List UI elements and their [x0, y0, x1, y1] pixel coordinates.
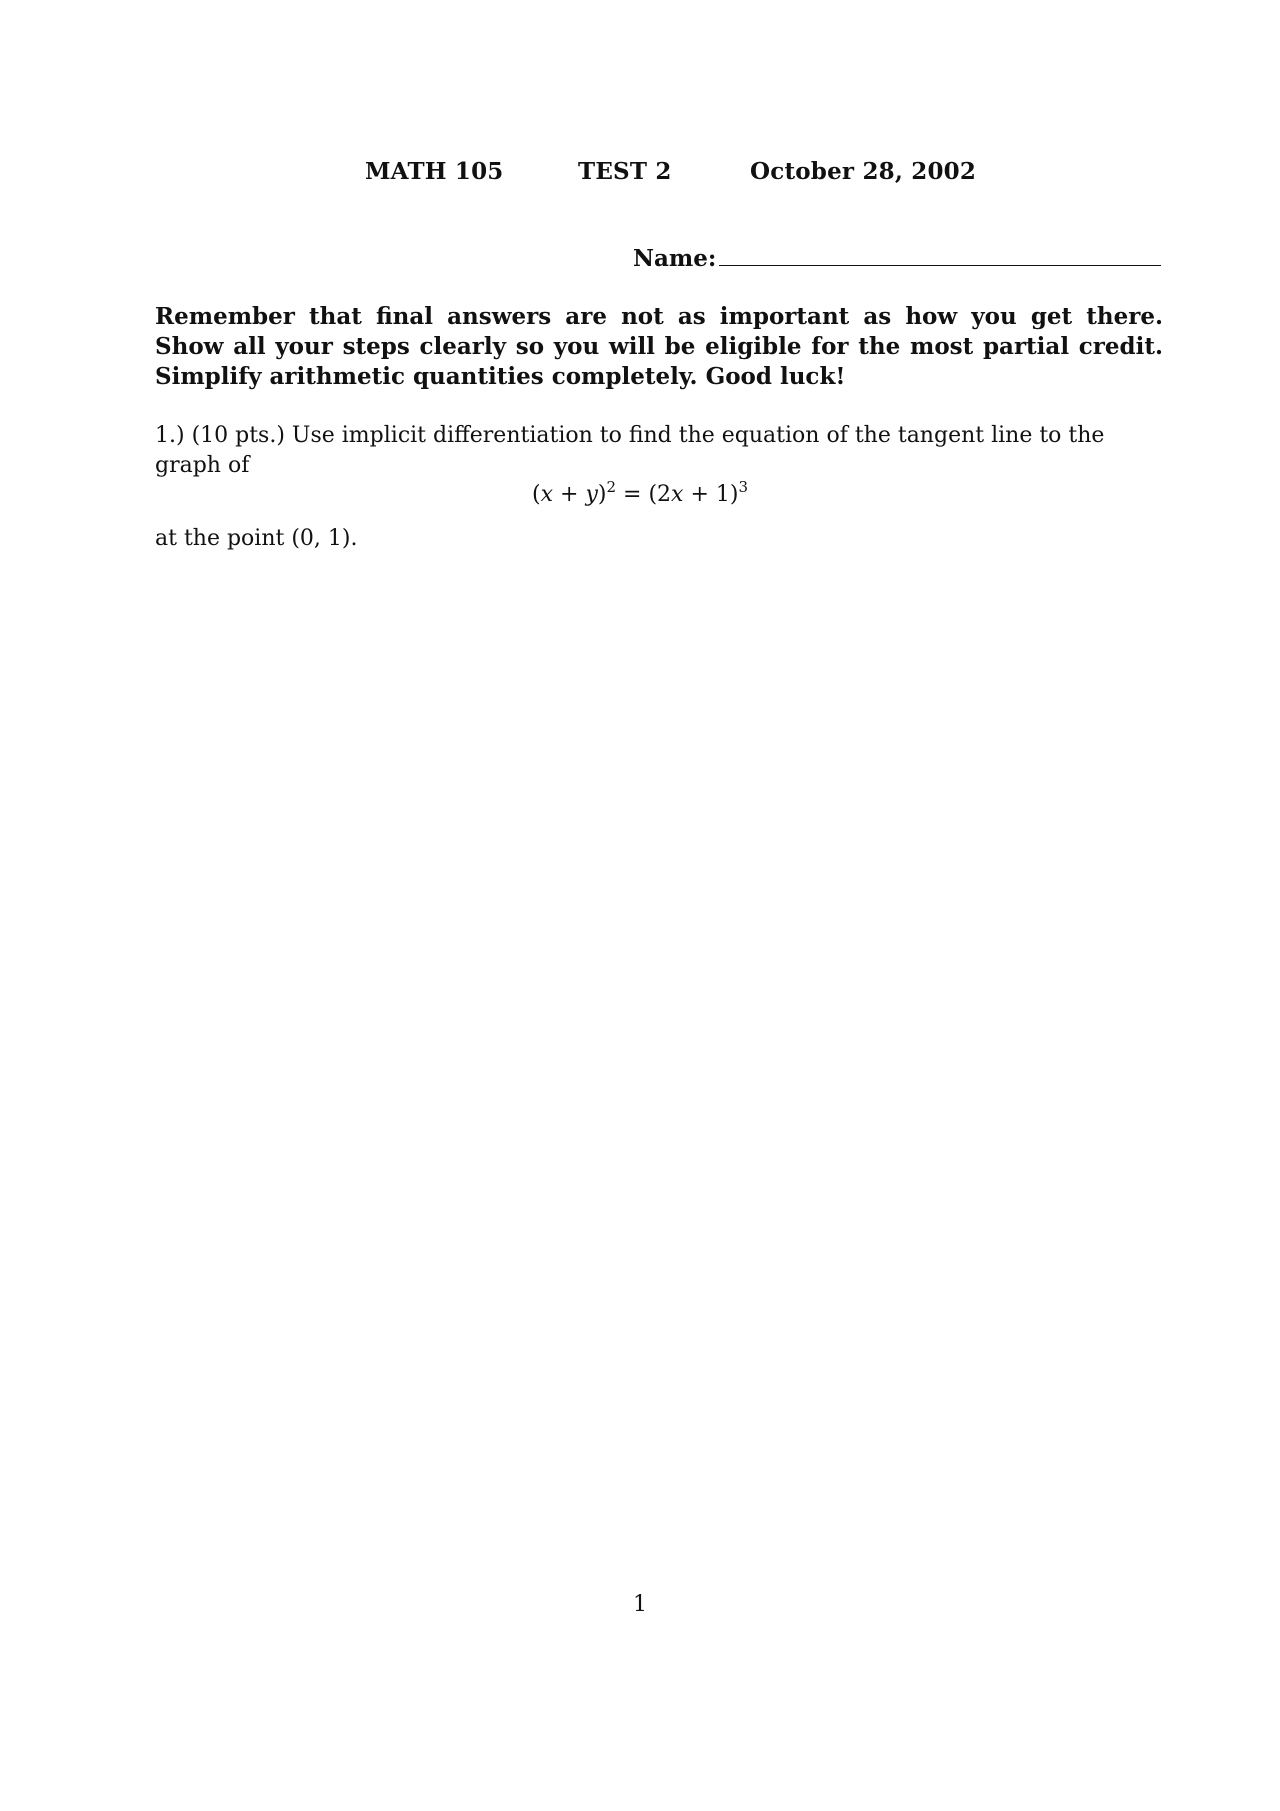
eq-rhs-plus: + 1) [683, 482, 739, 507]
eq-lhs-close: ) [597, 482, 607, 507]
course-title: MATH 105 [365, 158, 504, 185]
eq-rhs-open: (2 [648, 482, 672, 507]
eq-equals: = [616, 482, 649, 507]
problem-1-intro: 1.) (10 pts.) Use implicit differentiation to find the equation of the tangent line to the graph of [155, 423, 1105, 478]
name-blank-line [719, 265, 1161, 266]
name-field [633, 245, 1163, 275]
eq-var-y: y [585, 482, 598, 507]
page-number: 1 [633, 1592, 647, 1617]
eq-rhs-var-x: x [671, 482, 684, 507]
name-label: Name: [633, 245, 717, 272]
eq-lhs-open: ( [532, 482, 541, 507]
eq-lhs-exponent: 2 [606, 478, 617, 496]
eq-var-x: x [540, 482, 554, 507]
problem-1-equation [0, 480, 1280, 510]
problem-1-point: at the point (0, 1). [155, 526, 358, 551]
exam-header [0, 158, 1280, 188]
test-title: TEST 2 [578, 158, 672, 185]
eq-rhs-exponent: 3 [738, 478, 748, 496]
exam-date: October 28, 2002 [750, 158, 977, 185]
instructions-paragraph: Remember that final answers are not as important as how you get there. Show all your steps clearly so you will be eligible for the most partial credit. Simplify arithmetic quantities completely. Good luck! [155, 303, 1163, 390]
eq-plus: + [553, 482, 586, 507]
